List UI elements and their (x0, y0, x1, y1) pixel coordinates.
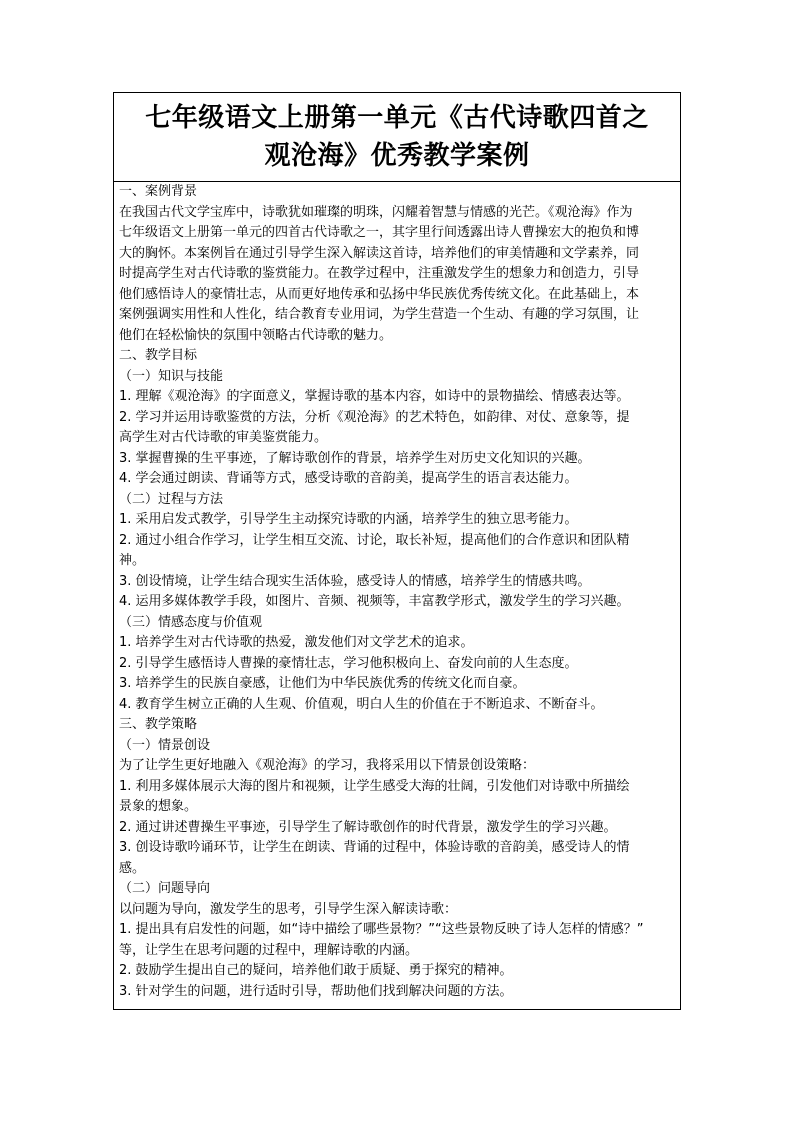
text-line: 景象的想象。 (119, 799, 198, 814)
text-line: （二）过程与方法 (119, 491, 224, 507)
text-line: 3. 培养学生的民族自豪感，让他们为中华民族优秀的传统文化而自豪。 (119, 676, 526, 691)
text-line: （三）情感态度与价值观 (119, 614, 263, 630)
text-line: 4. 学会通过朗读、背诵等方式，感受诗歌的音韵美，提高学生的语言表达能力。 (119, 471, 578, 486)
text-line: 在我国古代文学宝库中，诗歌犹如璀璨的明珠，闪耀着智慧与情感的光芒。《观沧海》作为 (119, 204, 633, 220)
text-line: 4. 教育学生树立正确的人生观、价值观，明白人生的价值在于不断追求、不断奋斗。 (119, 696, 604, 712)
text-line: 2. 通过小组合作学习，让学生相互交流、讨论，取长补短，提高他们的合作意识和团队精 (119, 532, 630, 548)
text-line: 以问题为导向，激发学生的思考，引导学生深入解读诗歌： (119, 901, 458, 917)
text-line: 二、教学目标 (119, 348, 198, 363)
text-line: 2. 通过讲述曹操生平事迹，引导学生了解诗歌创作的时代背景，激发学生的学习兴趣。 (119, 819, 617, 835)
text-line: 大的胸怀。本案例旨在通过引导学生深入解读这首诗，培养他们的审美情趣和文学素养，同 (119, 245, 640, 261)
text-line: （一）知识与技能 (119, 368, 224, 384)
text-line: 1. 采用启发式教学，引导学生主动探究诗歌的内涵，培养学生的独立思考能力。 (119, 512, 578, 527)
document-title-line-2: 观沧海》优秀教学案例 (264, 141, 530, 171)
text-line: 4. 运用多媒体教学手段，如图片、音频、视频等，丰富教学形式，激发学生的学习兴趣。 (119, 594, 630, 609)
text-line: 3. 针对学生的问题，进行适时引导，帮助他们找到解决问题的方法。 (119, 983, 513, 999)
text-line: （一）情景创设 (119, 737, 211, 753)
text-line: 高学生对古代诗歌的审美鉴赏能力。 (119, 430, 328, 445)
text-line: 2. 引导学生感悟诗人曹操的豪情壮志，学习他积极向上、奋发向前的人生态度。 (119, 655, 578, 671)
text-line: 时提高学生对古代诗歌的鉴赏能力。在教学过程中，注重激发学生的想象力和创造力，引导 (119, 266, 640, 281)
text-line: （二）问题导向 (119, 881, 211, 896)
text-line: 七年级语文上册第一单元的四首古代诗歌之一，其字里行间透露出诗人曹操宏大的抱负和博 (119, 225, 640, 240)
text-line: 为了让学生更好地融入《观沧海》的学习，我将采用以下情景创设策略： (119, 758, 536, 773)
document-title-line-1: 七年级语文上册第一单元《古代诗歌四首之 (145, 103, 649, 133)
text-line: 神。 (119, 553, 146, 568)
content-cell (114, 182, 680, 1002)
text-line: 等，让学生在思考问题的过程中，理解诗歌的内涵。 (119, 942, 419, 958)
text-line: 2. 鼓励学生提出自己的疑问，培养他们敢于质疑、勇于探究的精神。 (119, 963, 513, 978)
text-line: 感。 (119, 860, 146, 876)
text-line: 2. 学习并运用诗歌鉴赏的方法，分析《观沧海》的艺术特色，如韵律、对仗、意象等，提 (119, 409, 630, 425)
text-line: 一、案例背景 (119, 184, 198, 199)
text-line: 他们感悟诗人的豪情壮志，从而更好地传承和弘扬中华民族优秀传统文化。在此基础上，本 (119, 286, 640, 302)
text-line: 3. 掌握曹操的生平事迹，了解诗歌创作的背景，培养学生对历史文化知识的兴趣。 (119, 450, 591, 466)
text-line: 案例强调实用性和人性化，结合教育专业用词，为学生营造一个生动、有趣的学习氛围，让 (119, 307, 640, 322)
text-line: 他们在轻松愉快的氛围中领略古代诗歌的魅力。 (119, 327, 393, 343)
text-line: 1. 提出具有启发性的问题，如“诗中描绘了哪些景物？”“这些景物反映了诗人怎样的情感？” (119, 922, 644, 937)
text-line: 三、教学策略 (119, 717, 198, 732)
text-line: 1. 培养学生对古代诗歌的热爱，激发他们对文学艺术的追求。 (119, 635, 474, 650)
text-line: 1. 利用多媒体展示大海的图片和视频，让学生感受大海的壮阔，引发他们对诗歌中所描绘 (119, 778, 630, 794)
document-table (113, 92, 681, 1010)
text-line: 3. 创设诗歌吟诵环节，让学生在朗读、背诵的过程中，体验诗歌的音韵美，感受诗人的情 (119, 840, 630, 855)
text-line: 1. 理解《观沧海》的字面意义，掌握诗歌的基本内容，如诗中的景物描绘、情感表达等。 (119, 389, 630, 404)
title-cell (114, 93, 680, 182)
text-line: 3. 创设情境，让学生结合现实生活体验，感受诗人的情感，培养学生的情感共鸣。 (119, 573, 591, 589)
